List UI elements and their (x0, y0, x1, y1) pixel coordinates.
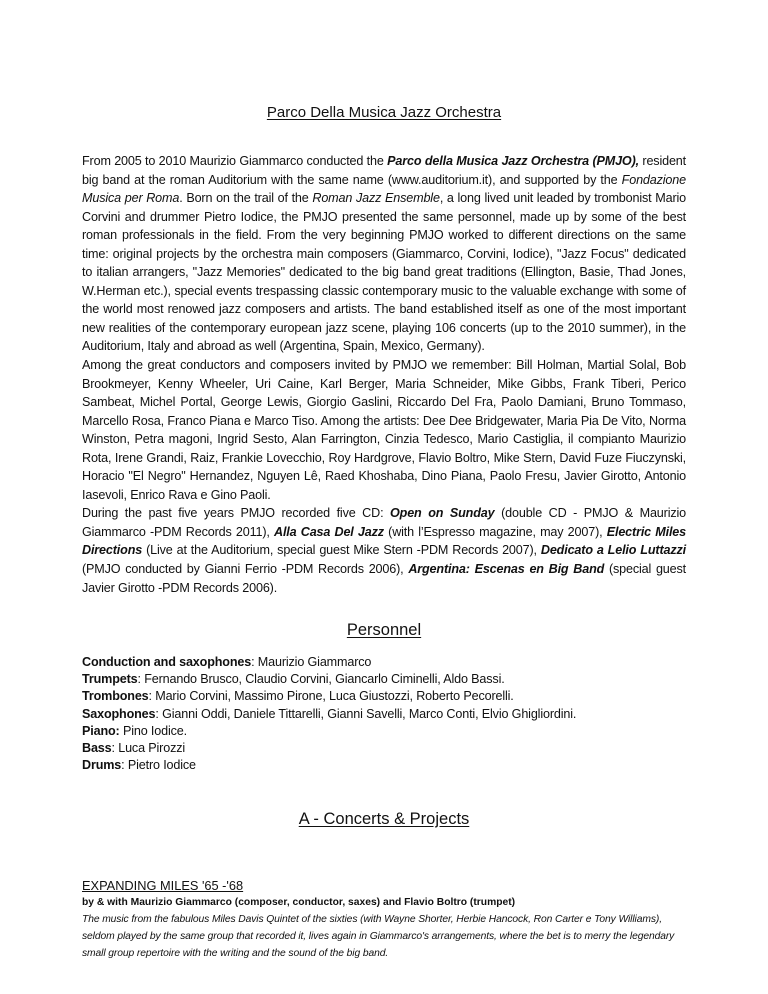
project-item (82, 877, 688, 962)
album-title: Open on Sunday (390, 506, 495, 521)
foundation-name: Fondazione Musica per Roma (82, 172, 686, 206)
album-title: Electric Miles Directions (82, 524, 687, 558)
album-title: Dedicato a Lelio Luttazzi (540, 543, 686, 558)
orchestra-name: Parco della Musica Jazz Orchestra (PMJO), (387, 154, 639, 168)
text: (Live at the Auditorium, special guest Mike Stern -PDM Records 2007), (142, 543, 541, 558)
project-title: EXPANDING MILES '65 -'68 (82, 878, 244, 893)
text: (PMJO conducted by Gianni Ferrio -PDM Records 2006), (82, 562, 409, 577)
separator: : (148, 689, 156, 704)
intro-paragraph (82, 152, 686, 356)
text: . Born on the trail of the (179, 191, 313, 206)
role: Drums (82, 758, 122, 773)
album-title: Argentina: Escenas en Big Band (408, 562, 605, 577)
role: Conduction and saxophones (82, 655, 252, 669)
ensemble-name: Roman Jazz Ensemble (312, 191, 440, 206)
names: Fernando Brusco, Claudio Corvini, Giancarlo Ciminelli, Aldo Bassi. (144, 672, 505, 687)
names: Mario Corvini, Massimo Pirone, Luca Giustozzi, Roberto Pecorelli. (155, 689, 514, 704)
names: Pietro Iodice (127, 758, 196, 773)
guests-paragraph: Among the great conductors and composers invited by PMJO we remember: Bill Holman, Martial Solal, Bob Brookmeyer, Kenny Wheeler, Uri Caine, Karl Berger, Maria Schneider, Mike Gibbs, Frank Tiberi, Perico Sambeat, Michel Portal, George Lewis, Giorgio Gaslini, Riccardo Del Fra, Paolo Damiani, Bruno Tommaso, Marcello Rosa, Franco Piana e Marco Tiso. Among the artists: Dee Dee Bridgewater, Maria Pia De Vito, Norma Winston, Petra magoni, Ingrid Sesto, Alan Farrington, Cinzia Tedesco, Mario Castiglia, il compianto Maurizio Rota, Irene Grandi, Raiz, Frankie Lovecchio, Roy Hardgrove, Flavio Boltro, Mike Stern, David Fuze Fiuczynski, Horacio "El Negro" Hernandez, Nguyen Lê, Raed Khoshaba, Dino Piana, Paolo Fresu, Javier Girotto, Antonio Iasevoli, Enrico Rava e Gino Paoli. (82, 358, 686, 502)
personnel-list (82, 654, 576, 774)
names: Luca Pirozzi (118, 741, 186, 756)
project-credits: by & with Maurizio Giammarco (composer, conductor, saxes) and Flavio Boltro (trumpet) (82, 897, 516, 908)
personnel-row (82, 706, 576, 723)
personnel-row (82, 688, 576, 705)
separator: : (251, 655, 258, 669)
role: Bass (82, 741, 112, 756)
names: Gianni Oddi, Daniele Tittarelli, Gianni Savelli, Marco Conti, Elvio Ghigliordini. (162, 706, 577, 721)
section-title-pmjo: Parco Della Musica Jazz Orchestra (266, 104, 502, 121)
separator: : (121, 758, 128, 773)
personnel-row (82, 654, 576, 671)
personnel-row (82, 757, 576, 774)
role: Piano: (82, 723, 120, 738)
project-description: The music from the fabulous Miles Davis Quintet of the sixties (with Wayne Shorter, Herbie Hancock, Ron Carter e Tony Williams), seldom played by the same group that recorded it, lives again in Giammarco's arrangements, where the bet is to merry the legendary small group repertoire with the writing and the sound of the big band. (82, 914, 675, 959)
separator: : (155, 706, 163, 721)
text: (double CD - PMJO & Maurizio Giammarco -PDM Records 2011), (82, 506, 686, 539)
discography-paragraph (82, 504, 686, 597)
names: Pino Iodice. (122, 723, 187, 738)
separator: : (137, 672, 145, 687)
pmjo-description (82, 152, 686, 597)
personnel-row (82, 671, 576, 688)
album-title: Alla Casa Del Jazz (274, 524, 384, 539)
role: Trumpets (82, 672, 138, 687)
separator: : (111, 741, 119, 756)
text: (with l’Espresso magazine, may 2007), (383, 524, 607, 539)
text: From 2005 to 2010 Maurizio Giammarco conducted the (82, 154, 388, 168)
text: During the past five years PMJO recorded five CD: (82, 506, 391, 521)
role: Trombones (82, 689, 149, 704)
personnel-row (82, 740, 576, 757)
names: Maurizio Giammarco (257, 655, 372, 669)
text: , a long lived unit leaded by trombonist Mario Corvini and drummer Pietro Iodice, the PMJO presented the same personnel, made up by some of the best roman professionals in the field. From the very beginning PMJO worked to different directions on the same time: original projects by the orchestra main composers (Giammarco, Corvini, Iodice), "Jazz Focus" dedicated to italian arrangers, "Jazz Memories" dedicated to the big band great traditions (Ellington, Basie, Thad Jones, W.Herman etc.), special events trespassing classic contemporary music to the valuable exchange with some of the world most renowed jazz composers and artists. The band established itself as one of the most important new realities of the contemporary european jazz scene, playing 106 concerts (up to the 2010 summer), in the Auditorium, Italy and abroad as well (Argentina, Spain, Mexico, Germany). (82, 191, 686, 354)
role: Saxophones (82, 706, 156, 721)
text: resident big band at the roman Auditorium with the same name (www.auditorium.it), and supported by the (82, 154, 687, 187)
text: (special guest Javier Girotto -PDM Records 2006). (82, 562, 687, 595)
personnel-row (82, 723, 576, 740)
section-title-personnel: Personnel (346, 621, 422, 639)
section-title-projects: A - Concerts & Projects (298, 810, 470, 828)
